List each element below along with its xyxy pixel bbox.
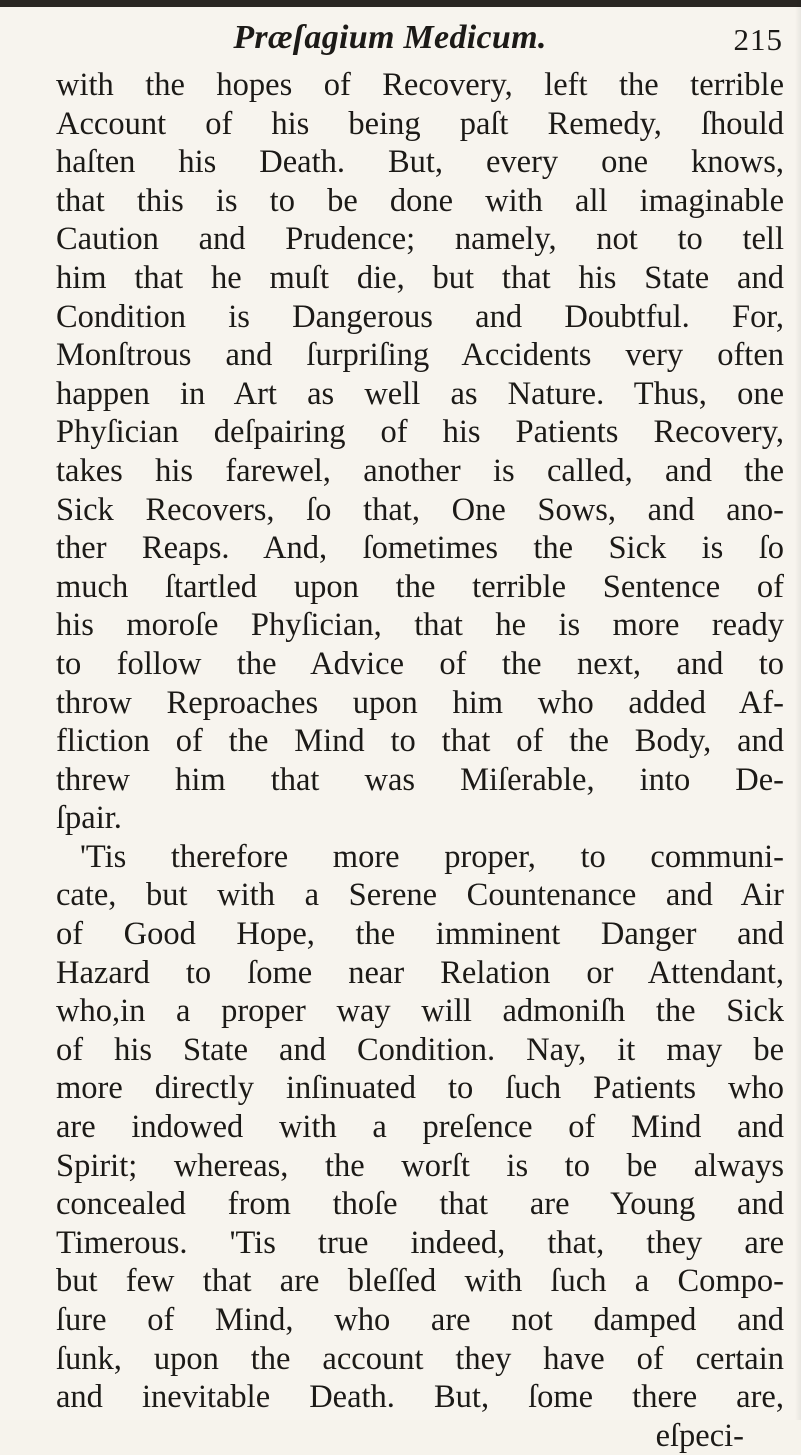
running-head: Præſagium Medicum. [233, 19, 547, 56]
text-line: but few that are bleſſed with ſuch a Compo- [56, 1263, 784, 1300]
text-line: to follow the Advice of the next, and to [56, 645, 784, 682]
text-line: happen in Art as well as Nature. Thus, one [56, 375, 784, 412]
text-line: Sick Recovers, ſo that, One Sows, and ano- [56, 491, 784, 528]
text-line: are indowed with a preſence of Mind and [56, 1109, 784, 1146]
text-line: who,in a proper way will admoniſh the Sick [56, 993, 784, 1030]
text-line: his moroſe Phyſician, that he is more ready [56, 607, 784, 644]
text-line: ther Reaps. And, ſometimes the Sick is ſo [56, 530, 784, 567]
text-line: him that he muſt die, but that his State and [56, 259, 784, 296]
page-header [0, 14, 801, 64]
text-line: threw him that was Miſerable, into De- [56, 761, 784, 798]
text-line: ſpair. [56, 800, 122, 837]
text-line: of his State and Condition. Nay, it may be [56, 1031, 784, 1068]
text-line: with the hopes of Recovery, left the terrible [56, 67, 784, 103]
text-line: Account of his being paſt Remedy, ſhould [56, 105, 784, 142]
text-line: Caution and Prudence; namely, not to tell [56, 221, 784, 258]
text-line: fliction of the Mind to that of the Body, and [56, 723, 784, 760]
text-line: Hazard to ſome near Relation or Attendant, [56, 954, 784, 991]
text-line: Condition is Dangerous and Doubtful. For, [56, 298, 784, 335]
text-line: Timerous. 'Tis true indeed, that, they are [56, 1224, 784, 1261]
text-line: ſunk, upon the account they have of certain [56, 1340, 784, 1377]
body-text [56, 66, 784, 1455]
text-line: of Good Hope, the imminent Danger and [56, 916, 784, 953]
text-line: takes his farewel, another is called, and the [56, 452, 784, 489]
page-top-edge [0, 0, 801, 7]
text-line: Monſtrous and ſurpriſing Accidents very often [56, 337, 784, 374]
text-line: that this is to be done with all imaginable [56, 182, 784, 219]
text-line: haſten his Death. But, every one knows, [56, 144, 784, 181]
paragraph-start-line: 'Tis therefore more proper, to communi- [80, 838, 784, 875]
text-line: Phyſician deſpairing of his Patients Recovery, [56, 414, 784, 451]
page-edge-shadow [795, 0, 801, 1420]
text-line: Spirit; whereas, the worſt is to be always [56, 1147, 784, 1184]
text-line: more directly inſinuated to ſuch Patients who [56, 1070, 784, 1107]
text-line: much ſtartled upon the terrible Sentence of [56, 568, 784, 605]
page-number: 215 [733, 22, 783, 57]
text-line: concealed from thoſe that are Young and [56, 1186, 784, 1223]
text-line: cate, but with a Serene Countenance and Air [56, 877, 784, 914]
text-line: throw Reproaches upon him who added Af- [56, 684, 784, 721]
catchword: eſpeci- [655, 1417, 744, 1454]
text-line: and inevitable Death. But, ſome there are, [56, 1379, 784, 1416]
text-line: ſure of Mind, who are not damped and [56, 1302, 784, 1338]
